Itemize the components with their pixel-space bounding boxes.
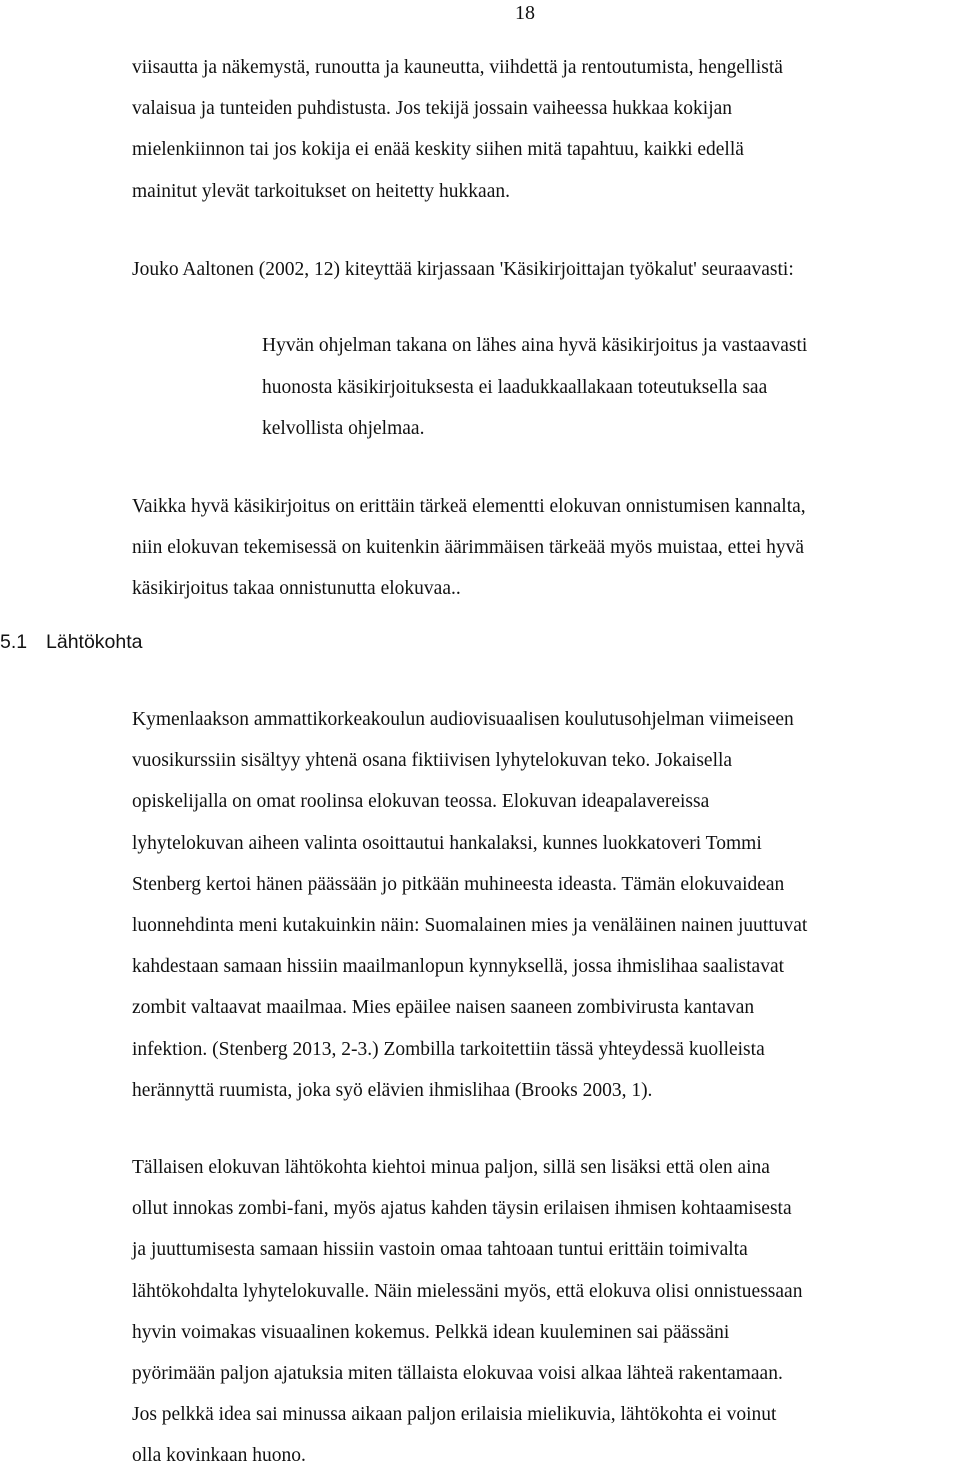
paragraph-quote-intro <box>132 249 958 290</box>
text-line: Jos pelkkä idea sai minussa aikaan paljon erilaisia mielikuvia, lähtökohta ei voinut <box>132 1404 777 1426</box>
text-line: zombit valtaavat maailmaa. Mies epäilee naisen saaneen zombivirusta kantavan <box>132 997 755 1019</box>
text-line: opiskelijalla on omat roolinsa elokuvan teossa. Elokuvan ideapalavereissa <box>132 791 710 813</box>
paragraph-starting-point <box>132 699 958 1111</box>
paragraph-script-importance <box>132 486 958 610</box>
text-line: hyvin voimakas visuaalinen kokemus. Pelkkä idean kuuleminen sai päässäni <box>132 1321 730 1343</box>
quote-line: huonosta käsikirjoituksesta ei laadukkaallakaan toteutuksella saa <box>262 376 768 398</box>
text-line: mainitut ylevät tarkoitukset on heitetty hukkaan. <box>132 180 510 202</box>
text-line: Jouko Aaltonen (2002, 12) kiteyttää kirjassaan 'Käsikirjoittajan työkalut' seuraavasti: <box>132 259 794 280</box>
text-line: mielenkiinnon tai jos kokija ei enää keskity siihen mitä tapahtuu, kaikki edellä <box>132 139 744 161</box>
text-line: niin elokuvan tekemisessä on kuitenkin äärimmäisen tärkeää myös muistaa, ettei hyvä <box>132 537 805 559</box>
quote-line: Hyvän ohjelman takana on lähes aina hyvä käsikirjoitus ja vastaavasti <box>262 335 808 356</box>
paragraph-intro-continuation <box>132 47 958 212</box>
page-number: 18 <box>515 2 535 24</box>
text-line: lyhytelokuvan aiheen valinta osoittautui hankalaksi, kunnes luokkatoveri Tommi <box>132 832 762 854</box>
text-line: vuosikurssiin sisältyy yhtenä osana fiktiivisen lyhytelokuvan teko. Jokaisella <box>132 750 733 772</box>
text-line: Kymenlaakson ammattikorkeakoulun audiovisuaalisen koulutusohjelman viimeiseen <box>132 709 794 730</box>
text-line: ja juuttumisesta samaan hissiin vastoin omaa tahtoaan tuntui erittäin toimivalta <box>132 1239 748 1261</box>
text-line: olla kovinkaan huono. <box>132 1445 306 1467</box>
text-line: viisautta ja näkemystä, runoutta ja kauneutta, viihdettä ja rentoutumista, hengellistä <box>132 57 783 78</box>
text-line: Tällaisen elokuvan lähtökohta kiehtoi minua paljon, sillä sen lisäksi että olen aina <box>132 1157 770 1178</box>
text-line: valaisua ja tunteiden puhdistusta. Jos tekijä jossain vaiheessa hukkaa kokijan <box>132 98 733 120</box>
text-line: ollut innokas zombi-fani, myös ajatus kahden täysin erilaisen ihmisen kohtaamisesta <box>132 1198 792 1220</box>
text-line: lähtökohdalta lyhytelokuvalle. Näin mielessäni myös, että elokuva olisi onnistuessaan <box>132 1280 803 1302</box>
section-title: Lähtökohta <box>46 631 143 653</box>
text-line: luonnehdinta meni kutakuinkin näin: Suomalainen mies ja venäläinen nainen juuttuvat <box>132 915 808 937</box>
section-heading <box>0 627 143 657</box>
block-quote <box>262 325 952 450</box>
text-line: kahdestaan samaan hissiin maailmanlopun kynnyksellä, jossa ihmislihaa saalistavat <box>132 956 785 978</box>
paragraph-personal-view <box>132 1147 958 1477</box>
text-line: Stenberg kertoi hänen päässään jo pitkään muhineesta ideasta. Tämän elokuvaidean <box>132 873 785 895</box>
text-line: Vaikka hyvä käsikirjoitus on erittäin tärkeä elementti elokuvan onnistumisen kannalta, <box>132 496 806 517</box>
text-line: käsikirjoitus takaa onnistunutta elokuvaa.. <box>132 578 461 600</box>
text-line: pyörimään paljon ajatuksia miten tällaista elokuvaa voisi alkaa lähteä rakentamaan. <box>132 1363 783 1385</box>
quote-line: kelvollista ohjelmaa. <box>262 418 425 439</box>
text-line: infektion. (Stenberg 2013, 2-3.) Zombilla tarkoitettiin tässä yhteydessä kuolleista <box>132 1038 765 1060</box>
text-line: herännyttä ruumista, joka syö elävien ihmislihaa (Brooks 2003, 1). <box>132 1079 653 1101</box>
section-number: 5.1 <box>0 631 28 653</box>
